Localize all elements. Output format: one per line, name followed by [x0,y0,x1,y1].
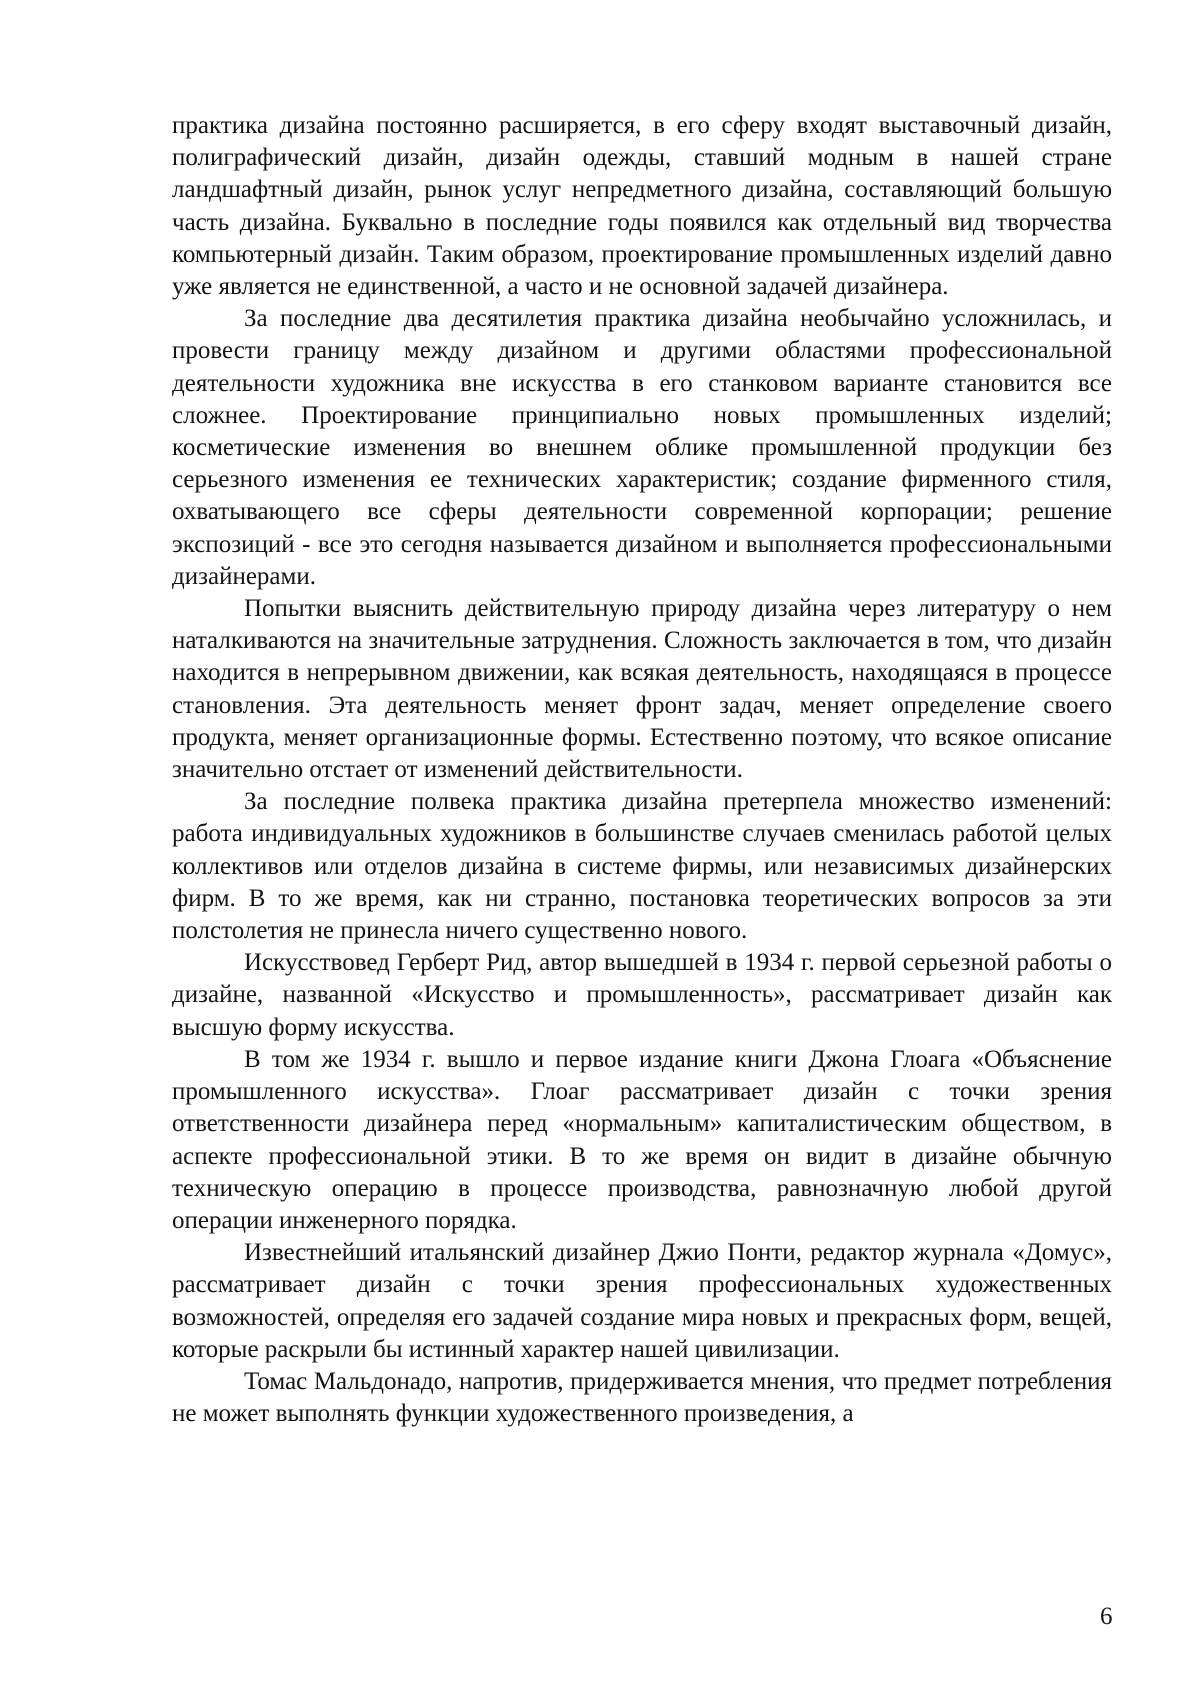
body-text [172,110,1112,1430]
paragraph-3: Попытки выяснить действительную природу дизайна через литературу о нем наталкиваются на значительные затруднения. Сложность заключается в том, что дизайн находится в непрерывном движении, как всякая деятельность, находящаяся в процессе становления. Эта деятельность меняет фронт задач, меняет определение своего продукта, меняет организационные формы. Естественно поэтому, что всякое описание значительно отстает от изменений действительности. [172,595,1112,784]
paragraph-2: За последние два десятилетия практика дизайна необычайно усложнилась, и провести границу между дизайном и другими областями профессиональной деятельности художника вне искусства в его станковом варианте становится все сложнее. Проектирование принципиально новых промышленных изделий; косметические изменения во внешнем облике промышленной продукции без серьезного изменения ее технических характеристик; создание фирменного стиля, охватывающего все сферы деятельности современной корпорации; решение экспозиций - все это сегодня называется дизайном и выполняется профессиональными дизайнерами. [172,305,1112,590]
paragraph-6: В том же 1934 г. вышло и первое издание книги Джона Глоага «Объяснение промышленного искусства». Глоаг рассматривает дизайн с точки зрения ответственности дизайнера перед «нормальным» капиталистическим обществом, в аспекте профессиональной этики. В то же время он видит в дизайне обычную техническую операцию в процессе производства, равнозначную любой другой операции инженерного порядка. [172,1045,1112,1234]
page-number: 6 [1100,1603,1113,1630]
paragraph-5: Искусствовед Герберт Рид, автор вышедшей в 1934 г. первой серьезной работы о дизайне, названной «Искусство и промышленность», рассматривает дизайн как высшую форму искусства. [172,949,1112,1041]
paragraph-4: За последние полвека практика дизайна претерпела множество изменений: работа индивидуальных художников в большинстве случаев сменилась работой целых коллективов или отделов дизайна в системе фирмы, или независимых дизайнерских фирм. В то же время, как ни странно, постановка теоретических вопросов за эти полстолетия не принесла ничего существенно нового. [172,788,1112,945]
paragraph-7: Известнейший итальянский дизайнер Джио Понти, редактор журнала «Домус», рассматривает дизайн с точки зрения профессиональных художественных возможностей, определяя его задачей создание мира новых и прекрасных форм, вещей, которые раскрыли бы истинный характер нашей цивилизации. [172,1239,1112,1363]
paragraph-8: Томас Мальдонадо, напротив, придерживается мнения, что предмет потребления не может выполнять функции художественного произведения, а [172,1367,1112,1428]
paragraph-1: практика дизайна постоянно расширяется, в его сферу входят выставочный дизайн, полиграфический дизайн, дизайн одежды, ставший модным в нашей стране ландшафтный дизайн, рынок услуг непредметного дизайна, составляющий большую часть дизайна. Буквально в последние годы появился как отдельный вид творчества компьютерный дизайн. Таким образом, проектирование промышленных изделий давно уже является не единственной, а часто и не основной задачей дизайнера. [172,112,1112,301]
